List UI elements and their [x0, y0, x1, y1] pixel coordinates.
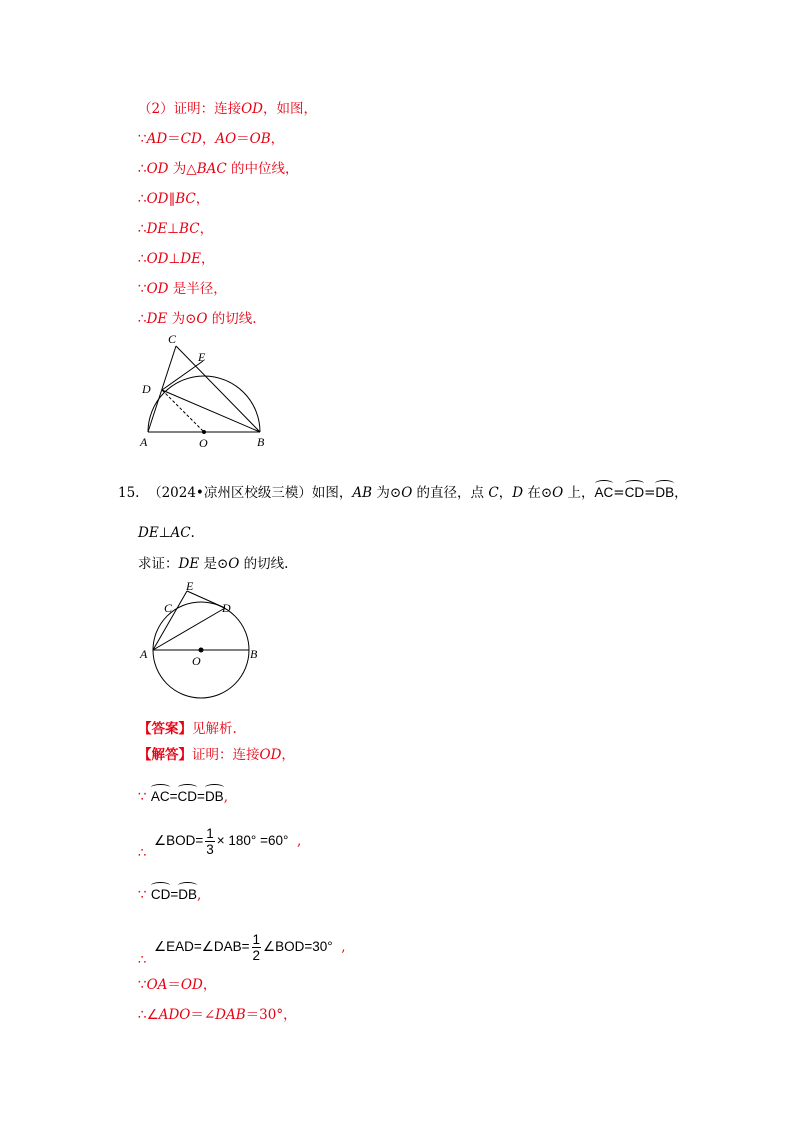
- proof-line-8: [138, 310, 257, 328]
- problem-number: 15.: [118, 485, 140, 501]
- segment-ae: [153, 591, 187, 650]
- because-symbol: ∵: [138, 887, 147, 903]
- proof-text: ，: [201, 131, 216, 147]
- problem-var: O: [401, 485, 413, 501]
- problem-var: AB: [352, 485, 373, 501]
- arc-cd: CD: [150, 887, 171, 902]
- center-point: [202, 430, 206, 434]
- proof-var: O: [196, 311, 208, 327]
- solution-text: ＝: [167, 977, 181, 993]
- math-expression: ∠EAD=∠DAB=: [154, 939, 250, 954]
- label-e: E: [198, 350, 206, 364]
- perpendicular-symbol: ⊥: [167, 221, 180, 237]
- equals-sign: =: [197, 789, 205, 804]
- proof-text: 为⊙: [167, 311, 197, 327]
- problem-text: =: [644, 485, 656, 501]
- proof-text: ，: [199, 221, 214, 237]
- answer-text: 见解析.: [192, 721, 237, 737]
- perpendicular-symbol: ⊥: [168, 251, 181, 267]
- problem-var: D: [512, 485, 524, 501]
- answer-line: [138, 720, 237, 738]
- solution-text: 证明：连接: [192, 747, 260, 763]
- math-expression: ∠BOD=: [154, 833, 204, 848]
- label-e: E: [186, 579, 194, 593]
- problem-text: 求证：: [138, 556, 179, 572]
- arc-db: DB: [655, 485, 675, 500]
- solution-var: OD: [180, 977, 203, 993]
- proof-var: OB: [249, 131, 271, 147]
- solution-text: ，: [281, 747, 295, 763]
- problem-text: ，: [674, 485, 688, 501]
- problem-text: 上，: [563, 485, 595, 501]
- problem-var: AC: [170, 525, 191, 541]
- arc-cd: CD: [624, 485, 645, 500]
- proof-var: AD: [146, 131, 168, 147]
- solution-text: ,: [197, 887, 202, 903]
- solution-line-3: [154, 826, 301, 857]
- solution-tag: 【解答】: [138, 747, 192, 763]
- segment-db: [162, 390, 260, 432]
- problem-var: O: [228, 556, 240, 572]
- proof-var: OD: [146, 281, 169, 297]
- proof-line-7: [138, 280, 227, 298]
- therefore-symbol: ∴: [138, 161, 147, 177]
- answer-tag: 【答案】: [138, 721, 192, 737]
- proof-text: 的中位线，: [226, 161, 299, 177]
- label-o: O: [192, 654, 201, 668]
- fraction-numerator: 1: [206, 826, 214, 841]
- because-symbol: ∵: [138, 789, 147, 805]
- label-a: A: [140, 435, 148, 449]
- fraction-numerator: 1: [252, 932, 261, 947]
- proof-text: 为△: [168, 161, 197, 177]
- therefore-symbol: ∴: [138, 311, 147, 327]
- problem-var: C: [488, 485, 499, 501]
- solution-var: ADO: [158, 1007, 191, 1023]
- proof-text: ，: [195, 191, 210, 207]
- solution-line-6: [138, 976, 216, 994]
- therefore-symbol: ∴: [138, 846, 147, 861]
- problem-15-line-2: [138, 524, 195, 542]
- arc-db: DB: [204, 789, 224, 804]
- fraction-denominator: 3: [206, 842, 214, 857]
- segment-cb: [176, 346, 260, 432]
- problem-15-line-1: [118, 484, 688, 502]
- segment-ed: [187, 591, 225, 608]
- proof-var: DE: [146, 311, 168, 327]
- because-symbol: ∵: [138, 977, 147, 993]
- dashed-od: [162, 390, 204, 432]
- label-d: D: [142, 382, 151, 396]
- because-symbol: ∵: [138, 131, 147, 147]
- problem-text: 为⊙: [372, 485, 402, 501]
- segment-de: [162, 361, 203, 390]
- problem-text: 如图，: [311, 485, 353, 501]
- solution-line-4: [138, 886, 201, 904]
- problem-var: O: [552, 485, 564, 501]
- proof-var: OD: [146, 251, 169, 267]
- proof-line-6: [138, 250, 214, 268]
- proof-var: OD: [241, 101, 263, 117]
- proof-var: DE: [146, 221, 168, 237]
- arc-cd: CD: [177, 789, 198, 804]
- geometry-figure-1: [130, 328, 290, 450]
- solution-line-7: [138, 1006, 297, 1024]
- geometry-figure-2: [130, 574, 280, 700]
- label-a: A: [140, 647, 148, 661]
- solution-line-2: [138, 788, 228, 806]
- parallel-symbol: ∥: [168, 191, 176, 207]
- label-c: C: [164, 601, 173, 615]
- label-c: C: [168, 332, 177, 346]
- proof-var: BC: [179, 221, 200, 237]
- solution-text: ＝30°，: [245, 1007, 297, 1023]
- proof-text: ，: [270, 131, 285, 147]
- therefore-symbol: ∴: [138, 1007, 147, 1023]
- semicircle-arc: [148, 376, 260, 432]
- proof-text: 是半径，: [168, 281, 227, 297]
- therefore-symbol: ∴: [138, 953, 147, 968]
- problem-text: ，: [498, 485, 513, 501]
- therefore-symbol: ∴: [138, 191, 147, 207]
- proof-text: ，如图，: [263, 101, 317, 117]
- proof-text: ＝: [236, 131, 250, 147]
- proof-line-5: [138, 220, 213, 238]
- proof-var: AO: [215, 131, 237, 147]
- label-d: D: [222, 601, 231, 615]
- solution-var: DAB: [215, 1007, 246, 1023]
- segment-ac: [148, 346, 176, 432]
- angle-symbol: ∠: [146, 1007, 159, 1023]
- proof-line-3: [138, 160, 298, 178]
- problem-text: 的切线.: [239, 556, 289, 572]
- solution-line-5: [154, 932, 346, 963]
- proof-text: 的切线.: [207, 311, 257, 327]
- fraction-denominator: 2: [252, 948, 261, 963]
- perpendicular-symbol: ⊥: [158, 525, 171, 541]
- solution-var: OA: [146, 977, 168, 993]
- fraction-one-third: [205, 826, 215, 857]
- proof-var: BC: [175, 191, 196, 207]
- solution-var: OD: [259, 747, 282, 763]
- arc-ac: AC: [594, 485, 614, 500]
- therefore-symbol: ∴: [138, 221, 147, 237]
- solution-text: ＝∠: [190, 1007, 216, 1023]
- proof-text: ，: [200, 251, 215, 267]
- equals-sign: =: [169, 789, 178, 804]
- solution-line-1: [138, 746, 295, 764]
- problem-source: （2024•凉州区校级三模）: [148, 485, 312, 501]
- fraction-one-half: [252, 932, 262, 963]
- problem-text: .: [190, 525, 195, 541]
- problem-text: 是⊙: [199, 556, 229, 572]
- proof-var: DE: [180, 251, 201, 267]
- problem-text: =: [613, 485, 625, 501]
- math-expression: × 180° =60°: [216, 833, 289, 848]
- solution-text: ,: [223, 789, 228, 805]
- proof-line-4: [138, 190, 209, 208]
- arc-ac: AC: [150, 789, 170, 804]
- problem-var: DE: [138, 525, 159, 541]
- problem-text: 的直径，点: [412, 485, 489, 501]
- proof-var: OD: [146, 191, 169, 207]
- label-b: B: [250, 647, 258, 661]
- proof-var: CD: [180, 131, 202, 147]
- therefore-symbol: ∴: [138, 251, 147, 267]
- label-o: O: [199, 436, 208, 450]
- arc-db: DB: [178, 887, 198, 902]
- proof-var: OD: [146, 161, 169, 177]
- solution-text: ，: [202, 977, 217, 993]
- because-symbol: ∵: [138, 281, 147, 297]
- equals-sign: =: [170, 887, 179, 902]
- proof-line-2: [138, 130, 284, 148]
- problem-15-line-3: [138, 555, 288, 573]
- proof-line-1: [138, 100, 317, 118]
- problem-var: DE: [178, 556, 200, 572]
- math-expression: ∠BOD=30°: [263, 939, 333, 954]
- proof-var: BAC: [196, 161, 227, 177]
- proof-text: （2）证明：连接: [138, 101, 242, 117]
- center-point: [199, 648, 204, 653]
- problem-text: 在⊙: [523, 485, 553, 501]
- proof-text: ＝: [167, 131, 181, 147]
- label-b: B: [257, 435, 265, 449]
- solution-text: ,: [296, 833, 302, 849]
- solution-text: ,: [341, 939, 346, 955]
